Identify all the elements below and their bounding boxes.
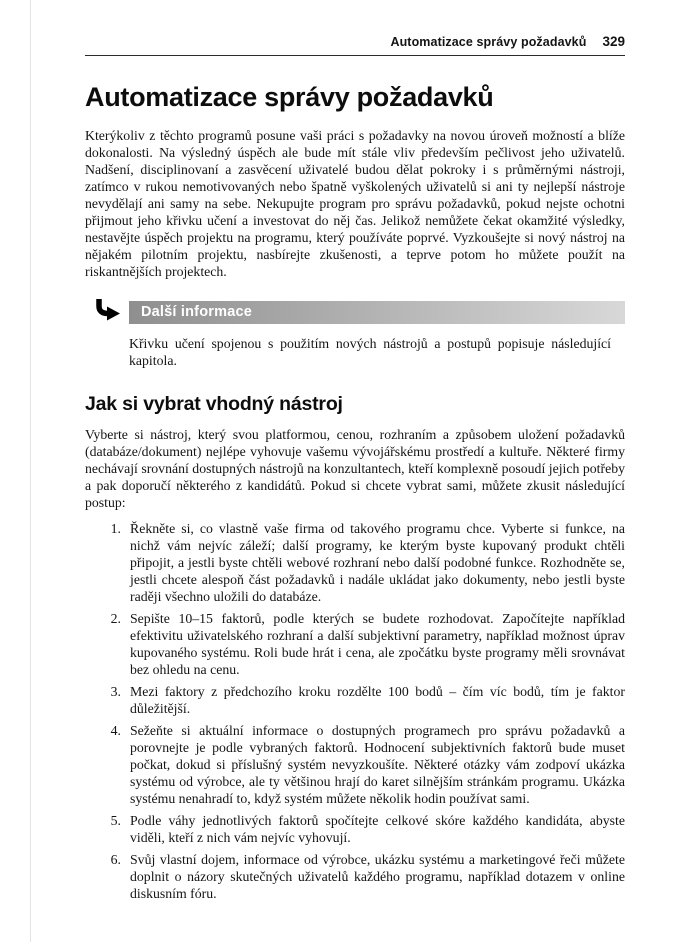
page-header (85, 34, 625, 49)
list-item (105, 610, 625, 678)
chapter-title: Automatizace správy požadavků (85, 82, 494, 112)
list-item-number: 3. (110, 684, 121, 699)
list-item-number: 1. (110, 521, 121, 536)
list-item-text: Sežeňte si aktuální informace o dostupných programech pro správu požadavků a porovnejte je podle vybraných faktorů. Hodnocení subjektivních faktorů bude muset počkat, dokud si příslušný systém nevyzkoušíte. Některé otázky vám zodpoví ukázka systému od výrobce, ale ty většinou hrají do karet silnějším stránkám programu. Ukázka systému nenahradí to, když systém můžete několik hodin používat sami. (130, 723, 625, 806)
page-number: 329 (602, 34, 625, 49)
list-item (105, 683, 625, 717)
list-item-number: 4. (110, 723, 121, 738)
info-box-header (85, 301, 625, 325)
list-item (105, 851, 625, 902)
list-item (105, 520, 625, 605)
info-box-title: Další informace (141, 304, 252, 320)
info-box (85, 301, 625, 369)
list-item-text: Podle váhy jednotlivých faktorů spočítejte celkové skóre každého kandidáta, abyste viděli, kteří z nich vám nejvíc vyhovují. (130, 813, 625, 845)
curved-arrow-icon (85, 298, 129, 325)
section-heading: Jak si vybrat vhodný nástroj (85, 393, 343, 415)
list-item-text: Sepište 10–15 faktorů, podle kterých se budete rozhodovat. Započítejte například efektivitu uživatelského rozhraní a další subjektivní parametry, například možnost úprav kupovaného systému. Roli bude hrát i cena, ale zpočátku byste programy měli srovnávat bez ohledu na cenu. (130, 611, 625, 677)
running-title: Automatizace správy požadavků (390, 35, 587, 49)
info-box-text: Křivku učení spojenou s použitím nových nástrojů a postupů popisuje následující kapitola. (129, 336, 611, 368)
list-item (105, 812, 625, 846)
section-intro-paragraph: Vyberte si nástroj, který svou platformou, cenou, rozhraním a způsobem uložení požadavků (databáze/dokument) nejlépe vyhovuje vašemu vývojářskému prostředí a kultuře. Některé firmy nechávají srovnání dostupných nástrojů na konzultantech, kteří komplexně posoudí jejich potřeby a pak doporučí některého z kandidátů. Pokud si chcete vybrat sami, můžete zkusit následující postup: (85, 427, 625, 510)
list-item-text: Svůj vlastní dojem, informace od výrobce, ukázku systému a marketingové řeči můžete doplnit o názory skutečných uživatelů každého programu, například dotazem v online diskusním fóru. (130, 852, 625, 901)
list-item (105, 722, 625, 807)
list-item-number: 6. (110, 852, 121, 867)
header-rule (85, 55, 625, 56)
list-item-number: 5. (110, 813, 121, 828)
intro-paragraph: Kterýkoliv z těchto programů posune vaši práci s požadavky na novou úroveň možností a blíže dokonalosti. Na výsledný úspěch ale bude mít stále vliv především pečlivost jeho uživatelů. Nadšení, disciplinovaní a zasvěcení uživatelé budou dělat pokroky i s průměrnými nástroji, zatímco v rukou nemotivovaných nebo špatně vyškolených uživatelů si ani ty nejlepší nástroje nevydělají ani samy na sebe. Nekupujte program pro správu požadavků, pokud nejste ochotni přijmout jeho křivku učení a investovat do něj čas. Jelikož nemůžete čekat okamžité výsledky, nestavějte úspěch projektu na programu, který používáte poprvé. Vyzkoušejte si nový nástroj na nějakém pilotním projektu, nasbírejte zkušenosti, a teprve potom ho můžete použít na riskantnějších projektech. (85, 128, 625, 279)
list-item-text: Řekněte si, co vlastně vaše firma od takového programu chce. Vyberte si funkce, na nichž vám nejvíc záleží; další programy, ke kterým byste kupovaný produkt chtěli připojit, a jestli byste chtěli webové rozhraní nebo další podobné funkce. Rozhodněte se, jestli chcete alespoň část požadavků i nadále ukládat jako dokumenty, nebo jestli byste raději všechno uložili do databáze. (130, 521, 625, 604)
info-box-title-bar (129, 301, 625, 324)
list-item-number: 2. (110, 611, 121, 626)
steps-list (85, 520, 625, 902)
list-item-text: Mezi faktory z předchozího kroku rozdělte 100 bodů – čím víc bodů, tím je faktor důležitější. (130, 684, 625, 716)
